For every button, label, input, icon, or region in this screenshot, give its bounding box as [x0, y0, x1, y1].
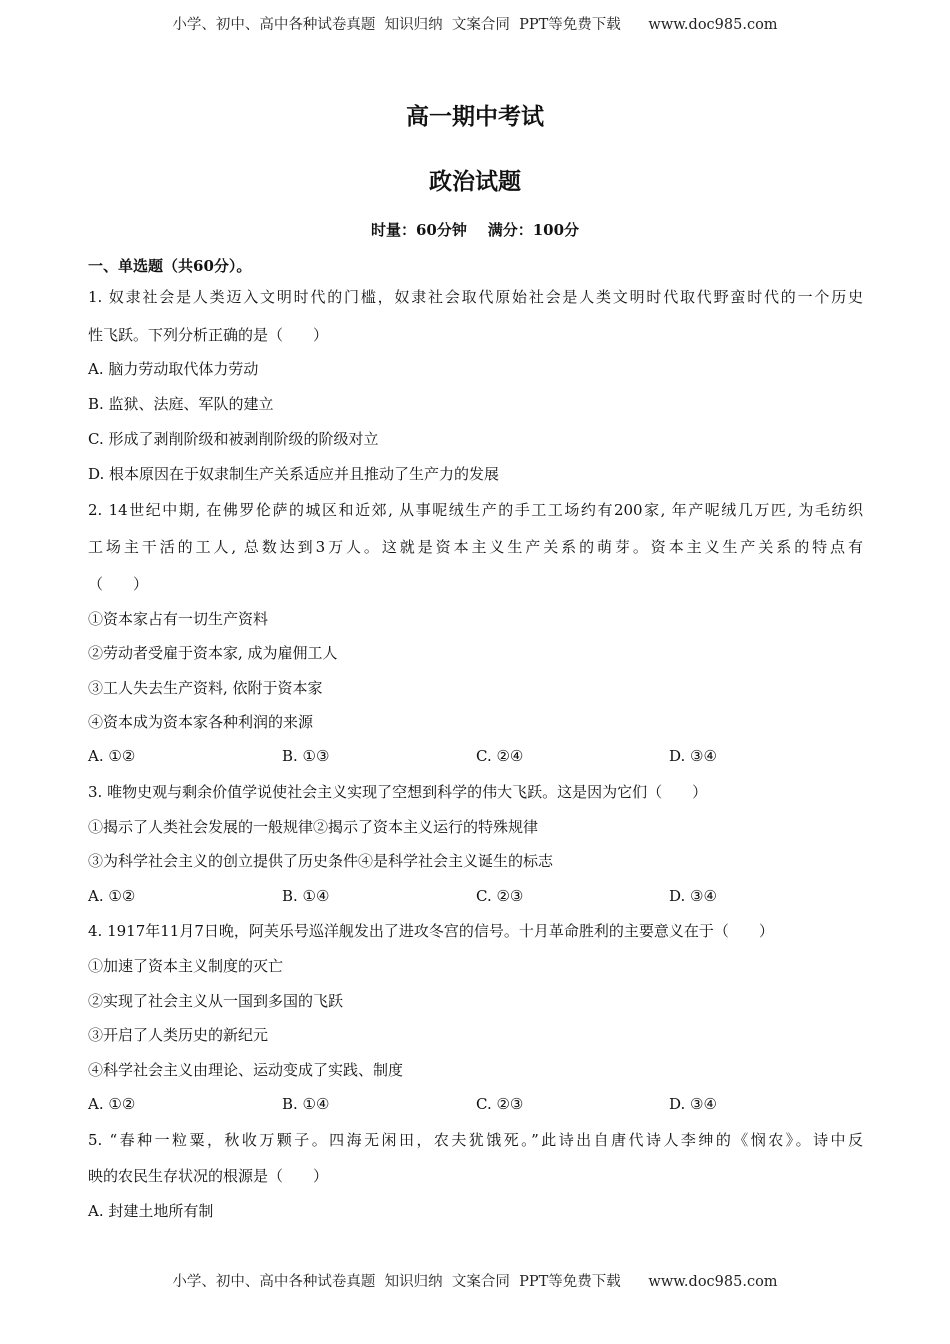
question-1-option-c: C. 形成了剥削阶级和被剥削阶级的阶级对立 — [88, 430, 379, 448]
question-3-item-2: ③为科学社会主义的创立提供了历史条件④是科学社会主义诞生的标志 — [88, 852, 554, 870]
header-banner: 小学、初中、高中各种试卷真题 知识归纳 文案合同 PPT等免费下载 www.doc985.com — [172, 17, 778, 33]
question-2-item-3: ③工人失去生产资料, 依附于资本家 — [88, 679, 323, 697]
question-2-option-a: A. ①② — [88, 747, 136, 765]
question-5-stem-line-1: 5. “春种一粒粟，秋收万颗子。四海无闲田，农夫犹饿死。”此诗出自唐代诗人李绅的《悯农》。诗中反 — [88, 1131, 863, 1149]
question-3-option-c: C. ②③ — [476, 887, 524, 905]
question-3-stem: 3. 唯物史观与剩余价值学说使社会主义实现了空想到科学的伟大飞跃。这是因为它们（ ） — [88, 783, 708, 801]
question-2-option-c: C. ②④ — [476, 747, 524, 765]
question-1-stem-line-2: 性飞跃。下列分析正确的是（ ） — [88, 326, 329, 344]
section-heading: 一、单选题（共60分）。 — [88, 257, 252, 275]
question-4-item-3: ③开启了人类历史的新纪元 — [88, 1026, 269, 1044]
question-4-option-d: D. ③④ — [669, 1095, 717, 1113]
question-2-stem-line-3: （ ） — [88, 575, 149, 593]
question-4-option-b: B. ①④ — [282, 1095, 330, 1113]
footer-banner: 小学、初中、高中各种试卷真题 知识归纳 文案合同 PPT等免费下载 www.doc985.com — [172, 1274, 778, 1290]
question-2-item-4: ④资本成为资本家各种利润的来源 — [88, 713, 314, 731]
question-1-option-b: B. 监狱、法庭、军队的建立 — [88, 395, 274, 413]
question-4-option-c: C. ②③ — [476, 1095, 524, 1113]
question-4-item-4: ④科学社会主义由理论、运动变成了实践、制度 — [88, 1061, 404, 1079]
question-2-item-2: ②劳动者受雇于资本家, 成为雇佣工人 — [88, 644, 338, 662]
question-3-item-1: ①揭示了人类社会发展的一般规律②揭示了资本主义运行的特殊规律 — [88, 818, 539, 836]
question-4-item-1: ①加速了资本主义制度的灭亡 — [88, 957, 284, 975]
question-4-item-2: ②实现了社会主义从一国到多国的飞跃 — [88, 992, 344, 1010]
question-4-option-a: A. ①② — [88, 1095, 136, 1113]
question-2-stem-line-2: 工场主干活的工人, 总数达到3万人。这就是资本主义生产关系的萌芽。资本主义生产关系的特点有 — [88, 538, 863, 556]
question-2-option-b: B. ①③ — [282, 747, 330, 765]
subject-title: 政治试题 — [429, 168, 521, 195]
question-3-option-b: B. ①④ — [282, 887, 330, 905]
question-3-option-a: A. ①② — [88, 887, 136, 905]
question-2-item-1: ①资本家占有一切生产资料 — [88, 610, 269, 628]
question-5-stem-line-2: 映的农民生存状况的根源是（ ） — [88, 1167, 329, 1185]
question-5-option-a: A. 封建土地所有制 — [88, 1202, 214, 1220]
question-2-stem-line-1: 2. 14世纪中期, 在佛罗伦萨的城区和近郊, 从事呢绒生产的手工工场约有200家, 年产呢绒几万匹, 为毛纺织 — [88, 501, 863, 519]
question-1-option-d: D. 根本原因在于奴隶制生产关系适应并且推动了生产力的发展 — [88, 465, 500, 483]
question-1-stem-line-1: 1. 奴隶社会是人类迈入文明时代的门槛，奴隶社会取代原始社会是人类文明时代取代野蛮时代的一个历史 — [88, 288, 863, 306]
question-4-stem: 4. 1917年11月7日晚，阿芙乐号巡洋舰发出了进攻冬宫的信号。十月革命胜利的主要意义在于（ ） — [88, 922, 774, 940]
question-1-option-a: A. 脑力劳动取代体力劳动 — [88, 360, 259, 378]
exam-title: 高一期中考试 — [406, 103, 544, 130]
question-2-option-d: D. ③④ — [669, 747, 717, 765]
exam-meta: 时量：60分钟 满分：100分 — [370, 221, 580, 239]
question-3-option-d: D. ③④ — [669, 887, 717, 905]
